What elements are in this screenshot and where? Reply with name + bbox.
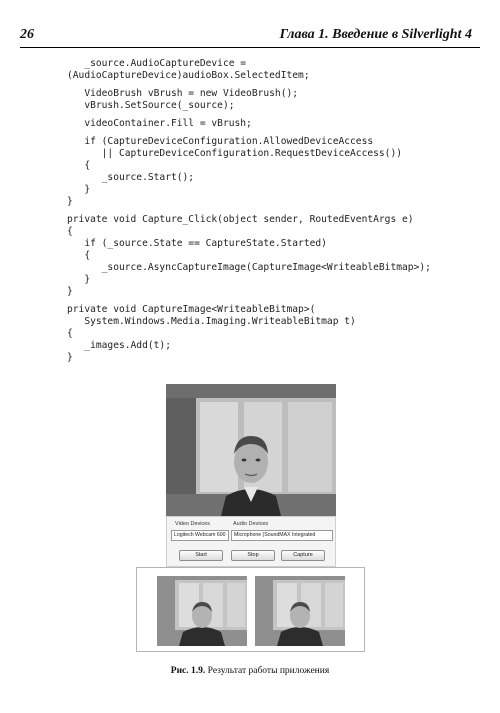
captured-images-panel xyxy=(136,567,365,652)
running-head: Глава 1. Введение в Silverlight 4 xyxy=(279,27,472,42)
code-line: { xyxy=(67,226,73,237)
start-button[interactable]: Start xyxy=(179,550,223,561)
code-line: } xyxy=(67,286,73,297)
figure-number: Рис. 1.9. xyxy=(170,666,206,676)
code-line: vBrush.SetSource(_source); xyxy=(67,100,235,111)
captured-image-thumbnail[interactable] xyxy=(255,576,345,646)
figure-caption-text: Результат работы приложения xyxy=(207,666,330,676)
page-number: 26 xyxy=(20,27,34,42)
code-line: { xyxy=(67,160,91,171)
captured-image-thumbnail[interactable] xyxy=(157,576,247,646)
code-line: } xyxy=(67,196,73,207)
video-device-select[interactable]: Logitech Webcam 600 xyxy=(171,530,229,541)
page-header xyxy=(20,27,480,48)
code-listing xyxy=(67,58,487,364)
audio-devices-label: Audio Devices xyxy=(233,521,269,527)
webcam-video-preview xyxy=(166,384,336,516)
code-line: _source.Start(); xyxy=(67,172,195,183)
code-line: _source.AudioCaptureDevice = xyxy=(67,58,247,69)
code-line: { xyxy=(67,250,91,261)
code-line: private void Capture_Click(object sender, RoutedEventArgs e) xyxy=(67,214,414,225)
code-line: } xyxy=(67,352,73,363)
code-line: VideoBrush vBrush = new VideoBrush(); xyxy=(67,88,299,99)
code-line: { xyxy=(67,328,73,339)
code-line: private void CaptureImage<WriteableBitmap>( xyxy=(67,304,316,315)
code-line: if (CaptureDeviceConfiguration.AllowedDeviceAccess xyxy=(67,136,374,147)
audio-device-select[interactable] xyxy=(231,530,333,541)
code-line: (AudioCaptureDevice)audioBox.SelectedItem; xyxy=(67,70,310,81)
video-devices-label: Video Devices xyxy=(175,521,211,527)
code-line: videoContainer.Fill = vBrush; xyxy=(67,118,252,129)
capture-button[interactable]: Capture xyxy=(281,550,325,561)
code-line: if (_source.State == CaptureState.Started) xyxy=(67,238,327,249)
code-line: _images.Add(t); xyxy=(67,340,171,351)
stop-button[interactable]: Stop xyxy=(231,550,275,561)
code-line: } xyxy=(67,184,91,195)
code-line: } xyxy=(67,274,91,285)
audio-device-value: Microphone (SoundMAX Integrated xyxy=(234,532,316,538)
figure-caption xyxy=(0,666,500,676)
app-screenshot xyxy=(166,384,336,567)
code-line: || CaptureDeviceConfiguration.RequestDeviceAccess()) xyxy=(67,148,403,159)
webcam-photo xyxy=(166,384,336,516)
capture-controls xyxy=(166,516,336,567)
code-line: _source.AsyncCaptureImage(CaptureImage<WriteableBitmap>); xyxy=(67,262,431,273)
code-line: System.Windows.Media.Imaging.WriteableBitmap t) xyxy=(67,316,356,327)
